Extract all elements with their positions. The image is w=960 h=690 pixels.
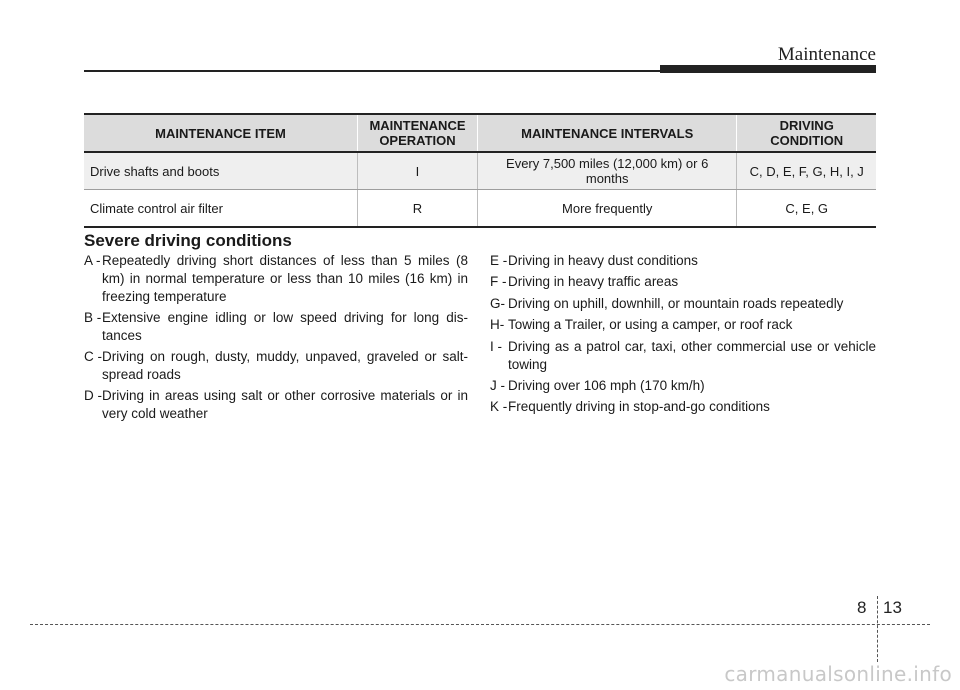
condition-code: B - [84,310,102,325]
condition-text: Driving in areas using salt or other corrosive materials or in very cold weather [102,388,468,421]
cell-interval: Every 7,500 miles (12,000 km) or 6 months [477,152,737,190]
condition-code: K - [490,399,508,415]
header-rule [84,70,664,72]
condition-item [490,273,876,291]
condition-item [490,377,876,395]
table-header-row [84,114,876,152]
page-number: 13 [883,598,902,617]
cell-interval: More frequently [477,190,737,228]
condition-item [490,316,876,334]
cell-item: Climate control air filter [84,190,358,228]
condition-item [490,398,876,416]
condition-code: C - [84,349,102,364]
conditions-list-right [490,252,876,420]
column-header-operation: MAINTENANCE OPERATION [358,114,478,152]
condition-code: F - [490,274,507,290]
condition-text: Driving in heavy traffic areas [508,274,679,290]
condition-item [84,252,468,306]
column-header-item: MAINTENANCE ITEM [84,114,358,152]
condition-code: A - [84,253,101,268]
page-header-title: Maintenance [777,44,876,65]
condition-item [84,348,468,384]
condition-code: E - [490,253,508,268]
condition-text: Driving in heavy dust conditions [508,253,698,268]
footer-rule [30,624,930,625]
condition-code: H- [490,317,505,333]
severe-conditions-title: Severe driving conditions [84,231,292,250]
condition-item [84,309,468,345]
cell-item: Drive shafts and boots [84,152,358,190]
footer-divider [877,596,878,662]
condition-text: Driving over 106 mph (170 km/h) [508,377,705,393]
condition-text: Towing a Trailer, or using a camper, or roof rack [508,317,793,333]
condition-item [490,338,876,374]
condition-text: Driving on uphill, downhill, or mountain roads repeatedly [508,295,844,311]
condition-text: Extensive engine idling or low speed driving for long dis-tances [102,310,468,343]
conditions-list-left [84,252,468,426]
cell-condition: C, E, G [737,190,876,228]
column-header-condition: DRIVING CONDITION [737,114,876,152]
table-row [84,190,876,228]
condition-item [490,295,876,313]
condition-code: J - [490,377,505,393]
condition-item [490,252,876,270]
column-header-intervals: MAINTENANCE INTERVALS [477,114,737,152]
condition-text: Frequently driving in stop-and-go conditions [508,399,770,415]
condition-item [84,387,468,423]
condition-code: D - [84,388,102,403]
table-row [84,152,876,190]
cell-operation: R [358,190,478,228]
condition-code: I - [490,338,502,354]
condition-text: Repeatedly driving short distances of less than 5 miles (8 km) in normal temperature or less than 10 miles (16 km) in freezing temperature [102,253,468,304]
cell-condition: C, D, E, F, G, H, I, J [737,152,876,190]
cell-operation: I [358,152,478,190]
watermark: carmanualsonline.info [724,662,952,686]
chapter-number: 8 [857,598,867,617]
condition-code: G- [490,295,505,311]
header-rule-accent [660,65,876,73]
maintenance-table [84,113,876,228]
condition-text: Driving on rough, dusty, muddy, unpaved, graveled or salt-spread roads [102,349,468,382]
condition-text: Driving as a patrol car, taxi, other commercial use or vehicle towing [508,338,876,372]
